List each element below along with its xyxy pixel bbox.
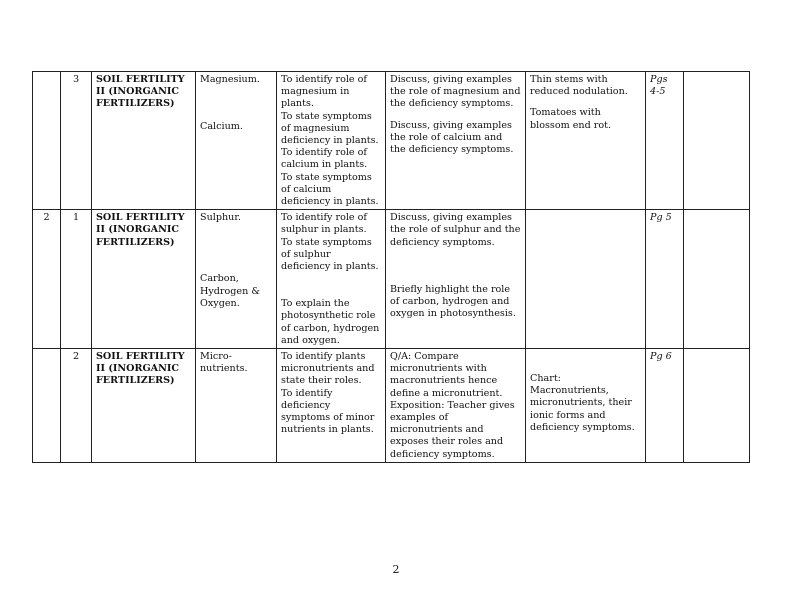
activity-text: Briefly highlight the role of carbon, hydrogen and oxygen in photosynthesis. <box>390 283 516 320</box>
remarks-cell <box>684 210 750 349</box>
references-cell: Pg 6 <box>646 349 684 463</box>
activity-text: Discuss, giving examples the role of calcium and the deficiency symptoms. <box>390 119 514 156</box>
references-cell: Pgs 4-5 <box>646 72 684 210</box>
table-row <box>33 349 750 463</box>
week-cell <box>33 349 61 463</box>
objective-text: To identify deficiency symptoms of minor nutrients in plants. <box>281 387 375 436</box>
topic-cell: SOIL FERTILITY II (INORGANIC FERTILIZERS) <box>92 210 196 349</box>
table-row <box>33 72 750 210</box>
lesson-cell: 3 <box>61 72 92 210</box>
page-number: 2 <box>392 563 400 576</box>
activities-cell <box>386 210 526 349</box>
objectives-cell <box>277 72 386 210</box>
objective-text: To state symptoms of calcium deficiency in plants. <box>281 171 379 208</box>
objective-text: To identify role of sulphur in plants. <box>281 212 367 236</box>
subtopic-cell <box>196 210 277 349</box>
lesson-cell: 2 <box>61 349 92 463</box>
activity-text: Discuss, giving examples the role of sulphur and the deficiency symptoms. <box>390 212 521 248</box>
activities-cell <box>386 72 526 210</box>
objectives-cell <box>277 210 386 349</box>
subtopic-cell <box>196 72 277 210</box>
activity-text: Q/A: Compare micronutrients with macronutrients hence define a micronutrient. <box>390 351 503 399</box>
subtopic-text: Sulphur. <box>200 212 241 224</box>
objectives-cell <box>277 349 386 463</box>
objective-text: To identify role of calcium in plants. <box>281 147 368 171</box>
objective-text: To state symptoms of magnesium deficiency in plants. <box>281 110 379 147</box>
subtopic-text: Micro-nutrients. <box>200 351 248 375</box>
resource-text: Thin stems with reduced nodulation. <box>530 74 628 98</box>
resources-cell <box>526 72 646 210</box>
topic-cell: SOIL FERTILITY II (INORGANIC FERTILIZERS) <box>92 349 196 463</box>
topic-cell: SOIL FERTILITY II (INORGANIC FERTILIZERS) <box>92 72 196 210</box>
objective-text: To identify role of magnesium in plants. <box>281 74 367 110</box>
week-cell <box>33 72 61 210</box>
scheme-of-work-table <box>32 71 750 463</box>
objective-text: To identify plants micronutrients and state their roles. <box>281 351 375 387</box>
resources-cell <box>526 210 646 349</box>
week-cell: 2 <box>33 210 61 349</box>
lesson-cell: 1 <box>61 210 92 349</box>
resource-text: Chart: Macronutrients, micronutrients, their ionic forms and deficiency symptoms. <box>530 373 635 433</box>
subtopic-text: Calcium. <box>200 121 243 133</box>
resources-cell <box>526 349 646 463</box>
subtopic-cell <box>196 349 277 463</box>
activity-text: Discuss, giving examples the role of magnesium and the deficiency symptoms. <box>390 74 521 110</box>
activities-cell <box>386 349 526 463</box>
subtopic-text: Carbon, Hydrogen & Oxygen. <box>200 273 260 309</box>
objective-text: To explain the photosynthetic role of carbon, hydrogen and oxygen. <box>281 298 380 346</box>
references-cell: Pg 5 <box>646 210 684 349</box>
subtopic-text: Magnesium. <box>200 74 260 85</box>
resource-text: Tomatoes with blossom end rot. <box>530 107 612 131</box>
remarks-cell <box>684 72 750 210</box>
table-row <box>33 210 750 349</box>
activity-text: Exposition: Teacher gives examples of micronutrients and exposes their roles and deficiency symptoms. <box>390 399 515 460</box>
objective-text: To state symptoms of sulphur deficiency in plants. <box>281 236 379 273</box>
remarks-cell <box>684 349 750 463</box>
